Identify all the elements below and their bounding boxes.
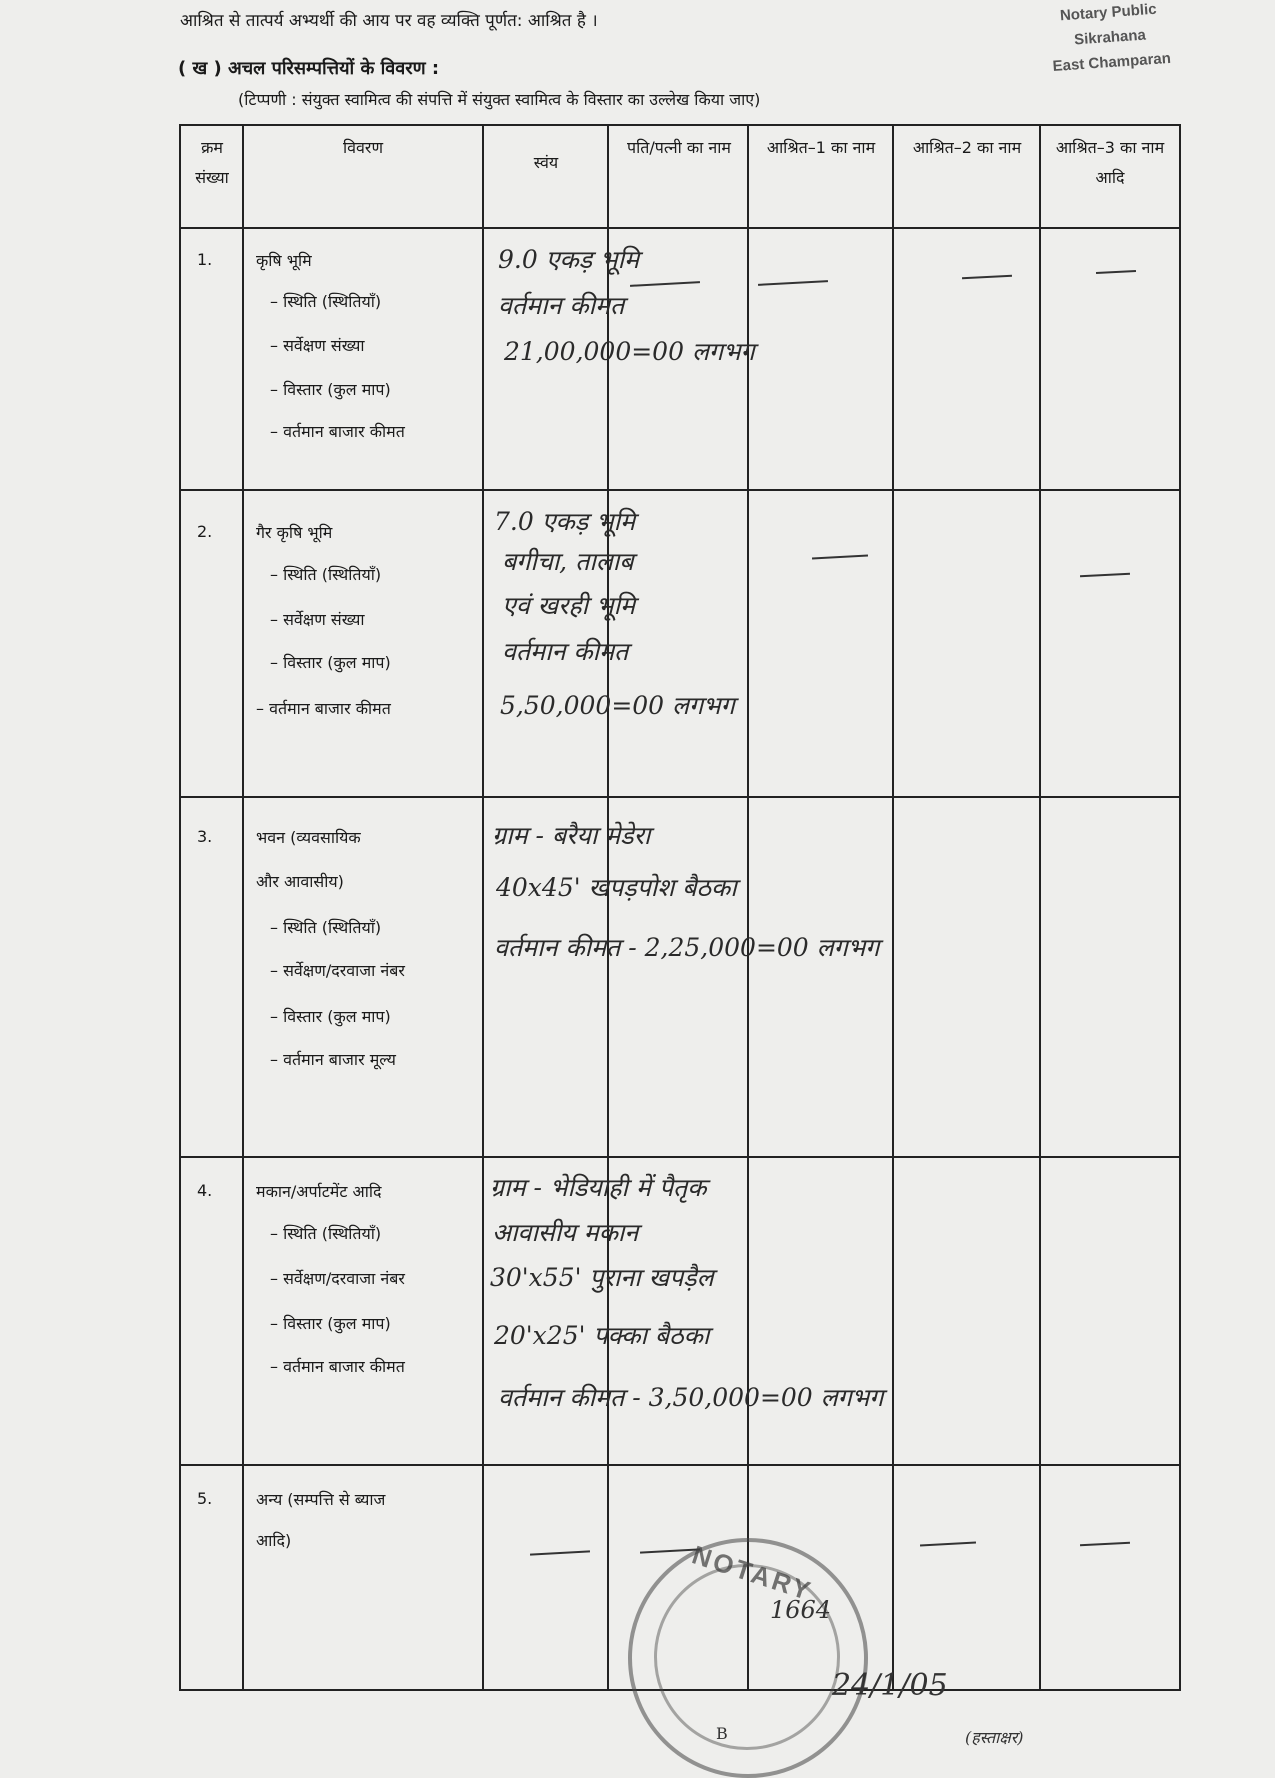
row-4-item: – स्थिति (स्थितियाँ) xyxy=(270,1224,382,1243)
row-4-item: – विस्तार (कुल माप) xyxy=(270,1314,391,1333)
row-1-item: – सर्वेक्षण संख्या xyxy=(270,336,365,355)
row-2-title: गैर कृषि भूमि xyxy=(256,523,333,542)
row-2-number: 2. xyxy=(197,522,213,541)
attestation-date: 24/1/05 xyxy=(832,1668,948,1703)
row-3-title-cont: और आवासीय) xyxy=(256,872,344,891)
page-letter: B xyxy=(716,1724,728,1743)
row-5-title: अन्य (सम्पत्ति से ब्याज xyxy=(256,1490,386,1509)
header-spouse: पति/पत्नी का नाम xyxy=(627,138,731,157)
row-2-self-entry: एवं खरही भूमि xyxy=(502,591,636,620)
row-3-item: – स्थिति (स्थितियाँ) xyxy=(270,918,382,937)
row-3-number: 3. xyxy=(197,827,213,846)
row-2-item: – सर्वेक्षण संख्या xyxy=(270,610,365,629)
section-note: (टिप्पणी : संयुक्त स्वामित्व की संपत्ति में संयुक्त स्वामित्व के विस्तार का उल्लेख किया जाए) xyxy=(238,90,761,109)
row-1-item: – विस्तार (कुल माप) xyxy=(270,380,391,399)
row-1-self-entry: 21,00,000=00 लगभग xyxy=(504,337,755,366)
signature: (हस्ताक्षर) xyxy=(965,1728,1024,1747)
row-1-self-entry: वर्तमान कीमत xyxy=(498,291,625,320)
row-2-item: – विस्तार (कुल माप) xyxy=(270,653,391,672)
row-3-item: – सर्वेक्षण/दरवाजा नंबर xyxy=(270,961,405,980)
row-3-self-entry: वर्तमान कीमत - 2,25,000=00 लगभग xyxy=(494,933,880,962)
row-4-self-entry: वर्तमान कीमत - 3,50,000=00 लगभग xyxy=(498,1383,884,1412)
row-2-item: – स्थिति (स्थितियाँ) xyxy=(270,565,382,584)
header-serial: क्रम संख्या xyxy=(195,138,229,187)
header-dependent-3: आश्रित–3 का नाम आदि xyxy=(1055,138,1165,187)
row-1-item: – स्थिति (स्थितियाँ) xyxy=(270,292,382,311)
notary-stamp-line-2: Sikrahana xyxy=(1073,26,1147,49)
notary-stamp-line-1: Notary Public xyxy=(1059,0,1158,25)
row-3-item: – वर्तमान बाजार मूल्य xyxy=(270,1050,396,1069)
row-2-self-entry: 5,50,000=00 लगभग xyxy=(500,691,735,720)
row-3-item: – विस्तार (कुल माप) xyxy=(270,1007,391,1026)
row-1-title: कृषि भूमि xyxy=(256,251,312,270)
row-5-number: 5. xyxy=(197,1489,213,1508)
row-2-self-entry: वर्तमान कीमत xyxy=(502,637,629,666)
notary-stamp-line-3: East Champaran xyxy=(1052,49,1172,76)
row-4-number: 4. xyxy=(197,1181,213,1200)
intro-line: आश्रित से तात्पर्य अभ्यर्थी की आय पर वह व्यक्ति पूर्णत: आश्रित है । xyxy=(180,11,598,31)
header-description: विवरण xyxy=(342,138,384,157)
row-4-title: मकान/अर्पाटमेंट आदि xyxy=(256,1182,382,1201)
row-4-self-entry: आवासीय मकान xyxy=(492,1218,639,1247)
row-4-item: – सर्वेक्षण/दरवाजा नंबर xyxy=(270,1269,405,1288)
row-1-item: – वर्तमान बाजार कीमत xyxy=(270,422,405,441)
section-heading: ( ख ) अचल परिसम्पत्तियों के विवरण : xyxy=(178,58,440,79)
row-4-self-entry: 20'x25' पक्का बैठका xyxy=(494,1321,710,1350)
header-self: स्वंय xyxy=(533,153,559,172)
row-5-title-cont: आदि) xyxy=(256,1531,292,1550)
row-4-self-entry: 30'x55' पुराना खपड़ैल xyxy=(490,1263,714,1292)
row-2-item: – वर्तमान बाजार कीमत xyxy=(256,699,391,718)
row-4-item: – वर्तमान बाजार कीमत xyxy=(270,1357,405,1376)
row-2-self-entry: 7.0 एकड़ भूमि xyxy=(494,507,636,536)
row-3-self-entry: 40x45' खपड़पोश बैठका xyxy=(496,873,737,902)
header-dependent-1: आश्रित–1 का नाम xyxy=(766,138,876,157)
row-3-title: भवन (व्यवसायिक xyxy=(256,828,361,847)
row-3-self-entry: ग्राम - बरैया मेडेरा xyxy=(492,821,651,850)
header-dependent-2: आश्रित–2 का नाम xyxy=(912,138,1022,157)
row-4-self-entry: ग्राम - भेडियाही में पैतृक xyxy=(490,1173,707,1202)
row-1-number: 1. xyxy=(197,250,213,269)
notary-seal-word: NOTARY xyxy=(688,1539,817,1607)
row-2-self-entry: बगीचा, तालाब xyxy=(502,547,634,576)
register-number: 1664 xyxy=(770,1596,832,1624)
row-1-self-entry: 9.0 एकड़ भूमि xyxy=(498,245,640,274)
notary-seal xyxy=(628,1538,868,1778)
